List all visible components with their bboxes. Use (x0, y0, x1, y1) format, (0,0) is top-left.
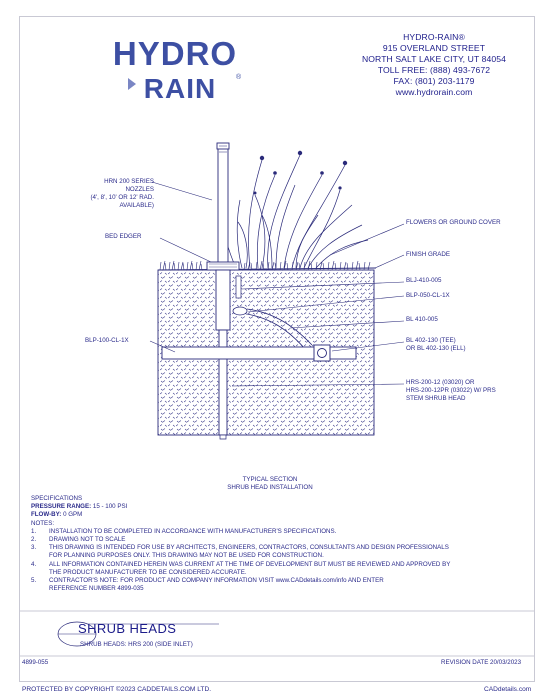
logo-registered-mark: ® (236, 74, 242, 81)
label-bl410: BL 410-005 (406, 316, 438, 323)
label-hrs-line2: HRS-200-12PR (03022) W/ PRS (406, 387, 496, 394)
note-number: 1. (31, 527, 37, 535)
main-lateral-pipe (162, 347, 317, 359)
note-item (31, 536, 450, 544)
note-text: THIS DRAWING IS INTENDED FOR USE BY ARCHITECTS, ENGINEERS, CONTRACTORS, CONSULTANTS AND DESIGN PROFESSIONALS (49, 544, 449, 552)
note-item (31, 544, 450, 552)
flow-label: FLOW-BY: (31, 511, 62, 519)
pressure-value: 15 - 100 PSI (91, 503, 128, 511)
note-text: DRAWING NOT TO SCALE (49, 536, 126, 544)
note-text: ALL INFORMATION CONTAINED HEREIN WAS CURRENT AT THE TIME OF DEVELOPMENT BUT MUST BE REVIEWED AND APPROVED BY (49, 560, 451, 568)
logo-text-rain: RAIN (143, 73, 217, 101)
company-name: HYDRO-RAIN® (403, 32, 465, 42)
note-number (31, 552, 49, 560)
flow-value: 0 GPM (61, 511, 83, 519)
note-text: INSTALLATION TO BE COMPLETED IN ACCORDANCE WITH MANUFACTURER'S SPECIFICATIONS. (49, 527, 337, 535)
label-bed-edger: BED EDGER (105, 233, 142, 240)
company-website[interactable]: www.hydrorain.com (395, 87, 473, 97)
note-number (31, 585, 49, 593)
note-item (31, 577, 450, 585)
label-nozzles (64, 178, 154, 210)
label-bl402 (406, 337, 466, 353)
caption-line2: SHRUB HEAD INSTALLATION (227, 484, 313, 491)
drawing-subtitle: SHRUB HEADS: HRS 200 (SIDE INLET) (80, 641, 193, 648)
specs-heading: SPECIFICATIONS (31, 495, 83, 502)
label-bl402-line2: OR BL 402-130 (ELL) (406, 345, 466, 352)
tee-fitting (314, 345, 356, 361)
note-number (31, 569, 49, 577)
shrub-head-body (216, 270, 230, 330)
company-toll-free: TOLL FREE: (888) 493-7672 (377, 65, 491, 75)
note-number: 3. (31, 544, 37, 552)
logo-text-hydro: HYDRO (112, 35, 238, 72)
flow-by (31, 511, 450, 519)
label-nozzles-line1: HRN 200 SERIES (104, 178, 154, 185)
company-fax: FAX: (801) 203-1179 (393, 76, 475, 86)
company-address: 915 OVERLAND STREET (382, 43, 486, 53)
note-item (31, 585, 450, 593)
drawing-title: SHRUB HEADS (78, 621, 177, 636)
note-text: CONTRACTOR'S NOTE: FOR PRODUCT AND COMPANY INFORMATION VISIT www.CADdetails.com/info AND ENTER (49, 577, 384, 585)
specifications-block (31, 495, 450, 593)
riser-stem (218, 145, 228, 270)
shrub-head-stem (219, 330, 227, 435)
flower-heads (254, 151, 348, 195)
note-text: FOR PLANNING PURPOSES ONLY. THIS DRAWING MAY NOT BE USED FOR CONSTRUCTION. (49, 552, 324, 560)
label-blp050: BLP-050-CL-1X (406, 292, 450, 299)
label-hrs-line1: HRS-200-12 (03020) OR (406, 379, 475, 386)
label-nozzles-line2: NOZZLES (125, 186, 154, 193)
note-text: THE PRODUCT MANUFACTURER TO BE CONSIDERED ACCURATE. (49, 568, 247, 576)
label-nozzles-line4: AVAILABLE) (119, 202, 154, 209)
caption-line1: TYPICAL SECTION (242, 476, 298, 483)
label-blj: BLJ-410-005 (406, 277, 442, 284)
flowers-plant (222, 155, 368, 268)
note-item (31, 528, 450, 536)
bed-edger (207, 262, 239, 270)
note-number: 4. (31, 560, 37, 568)
label-blp100: BLP-100-CL-1X (85, 337, 129, 344)
label-hrs (406, 379, 496, 403)
section-caption (200, 476, 340, 492)
note-number: 5. (31, 577, 37, 585)
note-text: REFERENCE NUMBER 4899-035 (49, 585, 144, 593)
label-hrs-line3: STEM SHRUB HEAD (406, 395, 466, 402)
pressure-label: PRESSURE RANGE: (31, 503, 92, 511)
label-bl402-line1: BL 402-130 (TEE) (406, 337, 456, 344)
company-city: NORTH SALT LAKE CITY, UT 84054 (361, 54, 507, 64)
cadDetails-site[interactable]: CADdetails.com (484, 686, 532, 693)
notes-heading: NOTES: (31, 519, 55, 527)
note-item (31, 569, 450, 577)
small-lateral-riser (236, 276, 241, 298)
note-item (31, 561, 450, 569)
label-nozzles-line3: (4', 8', 10' OR 12' RAD. (90, 194, 154, 201)
label-flowers: FLOWERS OR GROUND COVER (406, 219, 501, 226)
copyright-notice: PROTECTED BY COPYRIGHT ©2023 CADDETAILS.COM LTD. (22, 686, 212, 693)
note-item (31, 552, 450, 560)
revision-date: REVISION DATE 20/03/2023 (441, 659, 522, 666)
note-number: 2. (31, 536, 37, 544)
pressure-range (31, 503, 450, 511)
drawing-number: 4899-055 (22, 659, 49, 666)
label-finish-grade: FINISH GRADE (406, 251, 451, 258)
